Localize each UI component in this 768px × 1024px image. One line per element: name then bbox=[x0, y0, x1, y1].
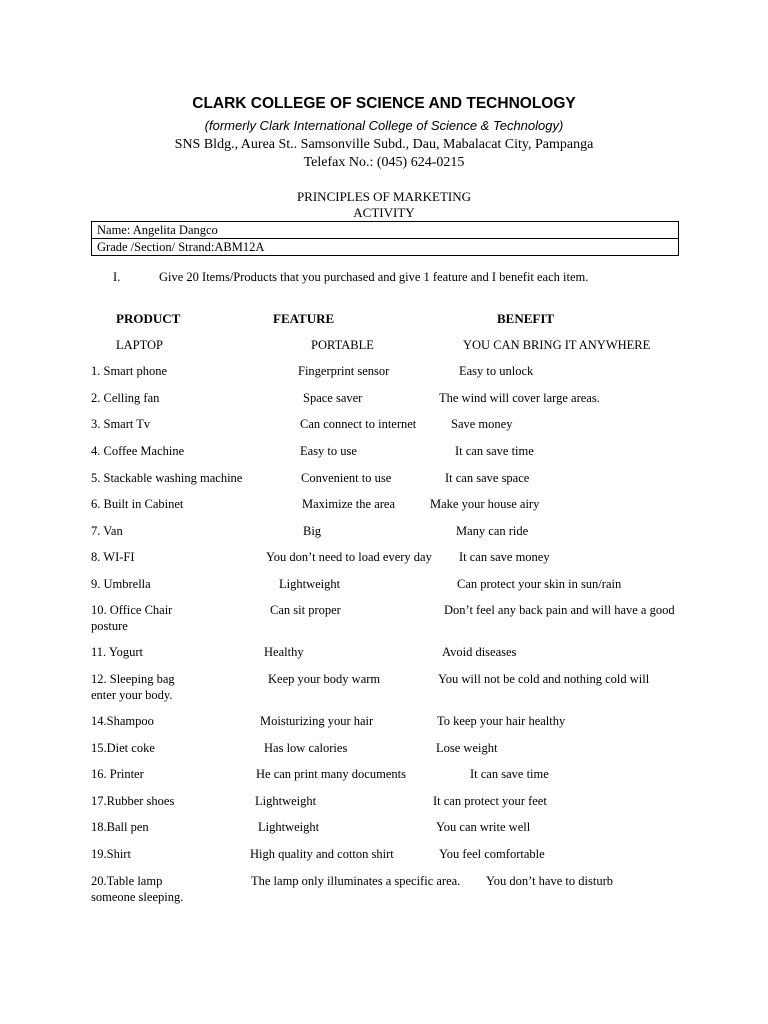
item-benefit: It can save time bbox=[455, 444, 534, 458]
item-feature: You don’t need to load every day bbox=[266, 550, 432, 564]
item-product: 5. Stackable washing machine bbox=[91, 471, 243, 485]
item-benefit: You feel comfortable bbox=[439, 847, 545, 861]
item-benefit-continued: posture bbox=[91, 619, 128, 633]
item-feature: Has low calories bbox=[264, 741, 348, 755]
item-product: 2. Celling fan bbox=[91, 391, 160, 405]
item-benefit: To keep your hair healthy bbox=[437, 714, 566, 728]
item-product: 10. Office Chair bbox=[91, 603, 173, 617]
example-benefit: YOU CAN BRING IT ANYWHERE bbox=[463, 338, 651, 352]
item-feature: Lightweight bbox=[258, 820, 320, 834]
item-benefit-continued: someone sleeping. bbox=[91, 890, 184, 904]
item-product: 11. Yogurt bbox=[91, 645, 143, 659]
item-feature: Lightweight bbox=[279, 577, 341, 591]
item-benefit: Make your house airy bbox=[430, 497, 540, 511]
college-telefax: Telefax No.: (045) 624-0215 bbox=[303, 155, 465, 170]
student-name: Name: Angelita Dangco bbox=[97, 223, 218, 237]
item-benefit: Can protect your skin in sun/rain bbox=[457, 577, 622, 591]
item-feature: Big bbox=[303, 524, 322, 538]
item-product: 20.Table lamp bbox=[91, 874, 163, 888]
item-product: 9. Umbrella bbox=[91, 577, 151, 591]
item-feature: Keep your body warm bbox=[268, 672, 381, 686]
item-benefit: You don’t have to disturb bbox=[486, 874, 613, 888]
item-product: 16. Printer bbox=[91, 767, 144, 781]
item-product: 6. Built in Cabinet bbox=[91, 497, 184, 511]
item-product: 14.Shampoo bbox=[91, 714, 154, 728]
item-feature: Lightweight bbox=[255, 794, 317, 808]
example-feature: PORTABLE bbox=[311, 338, 374, 352]
item-benefit-continued: enter your body. bbox=[91, 688, 173, 702]
item-product: 19.Shirt bbox=[91, 847, 131, 861]
item-product: 3. Smart Tv bbox=[91, 417, 151, 431]
item-product: 4. Coffee Machine bbox=[91, 444, 185, 458]
item-benefit: It can save time bbox=[470, 767, 549, 781]
item-product: 12. Sleeping bag bbox=[91, 672, 175, 686]
item-feature: Maximize the area bbox=[302, 497, 396, 511]
item-product: 8. WI-FI bbox=[91, 550, 135, 564]
item-benefit: It can protect your feet bbox=[433, 794, 547, 808]
item-benefit: Lose weight bbox=[436, 741, 498, 755]
item-benefit: Don’t feel any back pain and will have a good bbox=[444, 603, 675, 617]
student-info-table bbox=[91, 221, 679, 256]
subject-title: PRINCIPLES OF MARKETING bbox=[296, 189, 472, 204]
item-product: 7. Van bbox=[91, 524, 123, 538]
item-feature: Convenient to use bbox=[301, 471, 392, 485]
column-header-benefit: BENEFIT bbox=[497, 311, 555, 326]
instruction-number: I. bbox=[113, 270, 121, 284]
item-feature: Space saver bbox=[303, 391, 363, 405]
item-benefit: It can save space bbox=[445, 471, 530, 485]
item-feature: Fingerprint sensor bbox=[298, 364, 390, 378]
student-grade-section: Grade /Section/ Strand:ABM12A bbox=[92, 238, 678, 255]
example-product: LAPTOP bbox=[116, 338, 164, 352]
college-name: CLARK COLLEGE OF SCIENCE AND TECHNOLOGY bbox=[192, 95, 576, 112]
item-benefit: Avoid diseases bbox=[442, 645, 517, 659]
item-benefit: You will not be cold and nothing cold will bbox=[438, 672, 650, 686]
item-benefit: The wind will cover large areas. bbox=[439, 391, 600, 405]
item-feature: The lamp only illuminates a specific area. bbox=[251, 874, 461, 888]
item-product: 18.Ball pen bbox=[91, 820, 149, 834]
item-feature: High quality and cotton shirt bbox=[250, 847, 394, 861]
subject-subtitle: ACTIVITY bbox=[353, 205, 415, 220]
item-feature: Can connect to internet bbox=[300, 417, 417, 431]
item-benefit: It can save money bbox=[459, 550, 550, 564]
item-feature: Can sit proper bbox=[270, 603, 341, 617]
item-benefit: Easy to unlock bbox=[459, 364, 534, 378]
item-benefit: Save money bbox=[451, 417, 513, 431]
item-product: 17.Rubber shoes bbox=[91, 794, 175, 808]
item-feature: Healthy bbox=[264, 645, 304, 659]
instruction-text: Give 20 Items/Products that you purchased and give 1 feature and I benefit each item. bbox=[159, 270, 589, 284]
item-feature: Moisturizing your hair bbox=[260, 714, 374, 728]
college-address: SNS Bldg., Aurea St.. Samsonville Subd., Dau, Mabalacat City, Pampanga bbox=[174, 137, 594, 152]
college-former-name: (formerly Clark International College of Science & Technology) bbox=[204, 118, 564, 133]
item-benefit: Many can ride bbox=[456, 524, 529, 538]
column-header-feature: FEATURE bbox=[273, 311, 335, 326]
column-header-product: PRODUCT bbox=[116, 311, 181, 326]
item-product: 1. Smart phone bbox=[91, 364, 168, 378]
item-product: 15.Diet coke bbox=[91, 741, 155, 755]
item-benefit: You can write well bbox=[436, 820, 531, 834]
item-feature: Easy to use bbox=[300, 444, 357, 458]
item-feature: He can print many documents bbox=[256, 767, 406, 781]
